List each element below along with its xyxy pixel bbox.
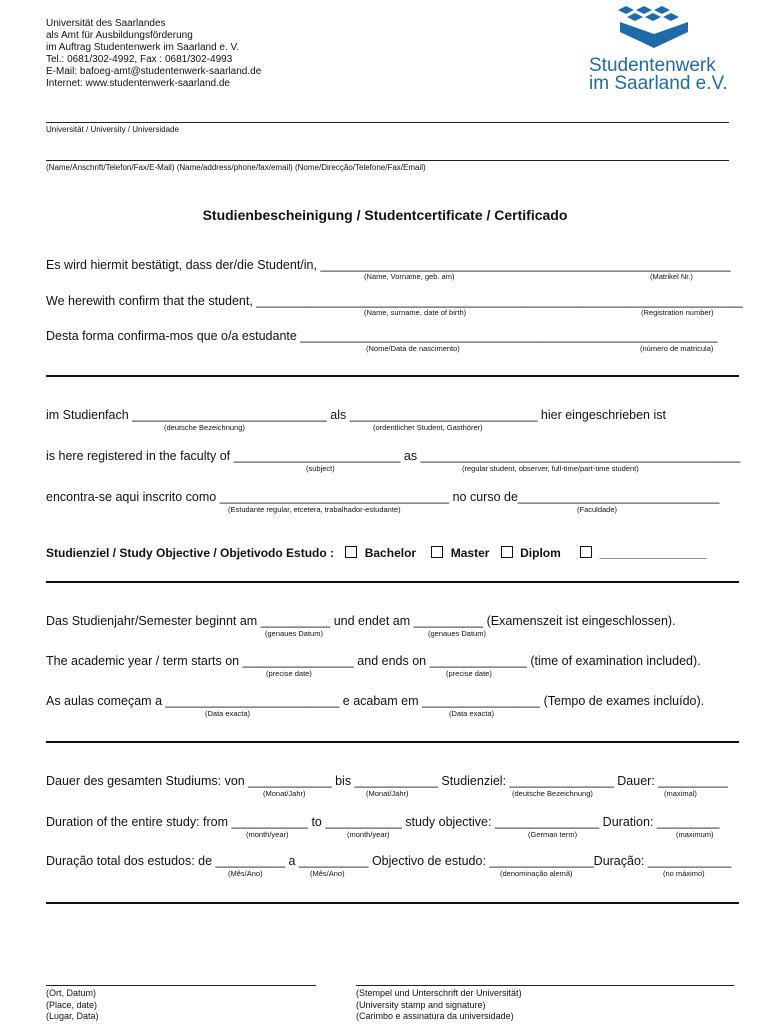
logo-line1: Studentenwerk: [589, 55, 716, 76]
duration-en: Duration of the entire study: from ___________ to ___________ study objective: _______________ Duration: _________: [46, 815, 720, 829]
page-title: Studienbescheinigung / Studentcertificate / Certificado: [202, 207, 568, 223]
address-line: als Amt für Ausbildungsförderung: [46, 30, 193, 41]
university-line: [46, 122, 729, 123]
section-divider: [46, 581, 739, 583]
place-date-captions: [46, 988, 99, 1023]
section-divider: [46, 375, 739, 377]
name-address-line: [46, 160, 729, 161]
stamp-signature-captions: [356, 988, 522, 1023]
confirm-en: We herewith confirm that the student, ______________________________________________________________________: [46, 294, 743, 308]
duration-en-caption: (month/year): [347, 830, 390, 839]
sender-address: [46, 18, 261, 90]
year-pt-caption-2: (Data exacta): [449, 709, 495, 718]
bachelor-checkbox[interactable]: [345, 546, 357, 558]
diplom-checkbox[interactable]: [501, 546, 513, 558]
duration-de: Dauer des gesamten Studiums: von ____________ bis ____________ Studienziel: _______________ Dauer: __________: [46, 774, 728, 788]
address-line: E-Mail: bafoeg-amt@studentenwerk-saarland.de: [46, 66, 262, 77]
diplom-label: Diplom: [520, 546, 561, 560]
duration-en-caption: (maximum): [676, 830, 714, 839]
duration-pt: Duração total dos estudos: de __________ a __________ Objectivo de estudo: _______________Duração: ____________: [46, 854, 732, 868]
bachelor-label: Bachelor: [364, 546, 417, 560]
studentenwerk-logo-icon: [614, 4, 694, 55]
duration-de-caption: (Monat/Jahr): [366, 789, 409, 798]
year-en: The academic year / term starts on ________________ and ends on ______________ (time of examination included).: [46, 654, 701, 668]
duration-de-caption: (deutsche Bezeichnung): [512, 789, 593, 798]
duration-pt-caption: (Mês/Ano): [310, 869, 345, 878]
faculty-pt-caption-2: (Faculdade): [577, 505, 618, 514]
logo-line2: im Saarland e.V.: [589, 73, 728, 94]
confirm-de-name-caption: (Name, Vorname, geb. am): [364, 272, 455, 281]
footer-left-caption: (Lugar, Data): [46, 1011, 99, 1021]
faculty-en: is here registered in the faculty of ________________________ as ______________________________________________: [46, 449, 741, 463]
address-line: im Auftrag Studentenwerk im Saarland e. V.: [46, 42, 240, 53]
duration-de-caption: (Monat/Jahr): [263, 789, 306, 798]
faculty-de-caption-2: (ordentlicher Student, Gasthörer): [373, 423, 483, 432]
place-date-line: [46, 985, 316, 986]
faculty-en-caption-1: (subject): [306, 464, 335, 473]
stamp-signature-line: [356, 985, 734, 986]
duration-pt-caption: (no máximo): [663, 869, 705, 878]
year-pt: As aulas começam a _________________________ e acabam em _________________ (Tempo de exames incluído).: [46, 694, 705, 708]
confirm-de-reg-caption: (Matrikel Nr.): [650, 272, 693, 281]
footer-right-caption: (Carimbo e assinatura da universidade): [356, 1011, 514, 1021]
year-en-caption-2: (precise date): [446, 669, 492, 678]
master-checkbox[interactable]: [431, 546, 443, 558]
confirm-en-name-caption: (Name, surname, date of birth): [364, 308, 467, 317]
other-blank: ________________: [599, 546, 707, 560]
year-pt-caption-1: (Data exacta): [205, 709, 251, 718]
section-divider: [46, 741, 739, 743]
faculty-pt: encontra-se aqui inscrito como _________________________________ no curso de_____________________________: [46, 490, 720, 504]
other-checkbox[interactable]: [580, 546, 592, 558]
year-en-caption-1: (precise date): [266, 669, 312, 678]
footer-left-caption: (Place, date): [46, 999, 98, 1010]
confirm-pt-name-caption: (Nome/Data de nascimento): [366, 344, 460, 353]
study-objective-label: Studienziel / Study Objective / Objetivodo Estudo :: [46, 546, 335, 560]
footer-right-caption: (Stempel und Unterschrift der Universität): [356, 988, 522, 998]
address-line: Universität des Saarlandes: [46, 18, 166, 29]
confirm-de: Es wird hiermit bestätigt, dass der/die Student/in, ___________________________________________________________: [46, 258, 731, 272]
faculty-de-caption-1: (deutsche Bezeichnung): [164, 423, 245, 432]
address-line: Tel.: 0681/302-4992, Fax : 0681/302-4993: [46, 54, 233, 65]
confirm-en-reg-caption: (Registration number): [641, 308, 714, 317]
faculty-en-caption-2: (regular student, observer, full-time/part-time student): [462, 464, 639, 473]
address-line: Internet: www.studentenwerk-saarland.de: [46, 78, 230, 89]
faculty-de: im Studienfach ____________________________ als ___________________________ hier eingeschrieben ist: [46, 408, 666, 422]
year-de: Das Studienjahr/Semester beginnt am __________ und endet am __________ (Examenszeit ist eingeschlossen).: [46, 614, 676, 628]
master-label: Master: [450, 546, 490, 560]
confirm-pt: Desta forma confirma-mos que o/a estudante ____________________________________________________________: [46, 329, 718, 343]
confirm-pt-reg-caption: (número de matricula): [640, 344, 714, 353]
name-address-label: (Name/Anschrift/Telefon/Fax/E-Mail) (Name/address/phone/fax/email) (Nome/Direcção/Telefone/Fax/Email): [46, 163, 426, 172]
university-label: Universität / University / Universidade: [46, 125, 179, 134]
section-divider: [46, 902, 739, 904]
footer-right-caption: (University stamp and signature): [356, 999, 486, 1010]
study-objective-row: [46, 546, 706, 560]
faculty-pt-caption-1: (Estudante regular, etcetera, trabalhador-estudante): [228, 505, 401, 514]
year-de-caption-1: (genaues Datum): [265, 629, 323, 638]
duration-pt-caption: (denominação alemã): [500, 869, 573, 878]
footer-left-caption: (Ort, Datum): [46, 988, 97, 998]
duration-pt-caption: (Mês/Ano): [228, 869, 263, 878]
duration-de-caption: (maximal): [664, 789, 697, 798]
duration-en-caption: (month/year): [246, 830, 289, 839]
year-de-caption-2: (genaues Datum): [428, 629, 486, 638]
duration-en-caption: (German term): [528, 830, 578, 839]
